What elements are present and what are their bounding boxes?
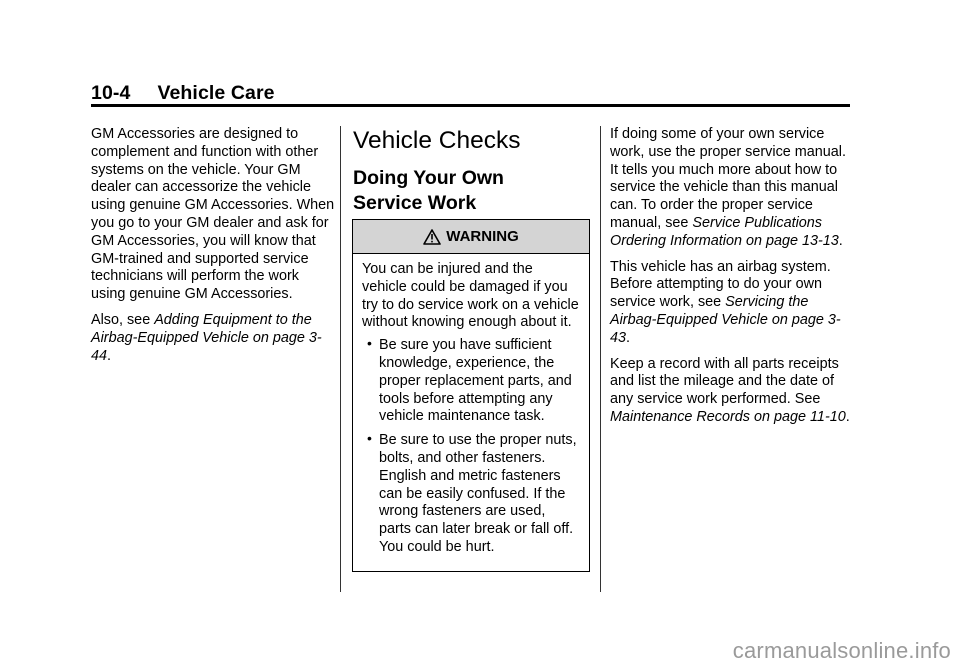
records-paragraph [610,356,855,427]
also-see-prefix: Also, see [91,311,155,328]
section-title: Vehicle Checks [353,127,521,154]
watermark: carmanualsonline.info [732,638,951,663]
subsection-title-line2: Service Work [353,192,477,214]
accessories-paragraph: GM Accessories are designed to complement and function with other systems on the vehicle. Your GM dealer can accessorize the vehicle using genuine GM Accessories. When you go to your GM dealer and ask for GM Accessories, you will know that GM-trained and supported service technicians will perform the work using genuine GM Accessories. [91,126,335,303]
cross-reference-link[interactable]: Servicing the Airbag-Equipped Vehicle on page 3-43 [610,294,841,346]
warning-triangle-icon [423,229,441,245]
warning-bullet: • Be sure you have sufficient knowledge, experience, the proper replacement parts, and tools before attempting any vehicle maintenance task. [362,337,580,426]
column-divider-right [600,126,601,592]
page-header [91,82,275,105]
cross-reference-link[interactable]: Service Publications Ordering Information on page 13-13 [610,214,839,249]
cross-reference-link[interactable]: Adding Equipment to the Airbag-Equipped Vehicle on page 3-44 [91,311,322,364]
left-column [91,126,336,373]
warning-box [352,219,590,572]
right-column [610,126,855,435]
service-manual-paragraph [610,126,855,251]
airbag-paragraph [610,259,855,348]
warning-intro: You can be injured and the vehicle could be damaged if you try to do service work on a vehicle without knowing enough about it. [362,261,579,331]
header-rule [91,104,850,107]
records-text: Keep a record with all parts receipts and list the mileage and the date of any service work performed. See [610,355,839,408]
warning-header [353,220,589,254]
service-manual-suffix: . [838,232,843,249]
also-see-paragraph [91,312,336,365]
column-divider-left [340,126,341,592]
warning-list [362,337,580,557]
airbag-text: This vehicle has an airbag system. Before attempting to do your own service work, see [610,258,831,311]
warning-body [353,254,589,557]
subsection-title [353,166,593,216]
airbag-suffix: . [626,329,631,346]
service-manual-text: If doing some of your own service work, use the proper service manual. It tells you much more about how to service the vehicle than this manual can. To order the proper service manual, see [610,126,846,231]
chapter-title: Vehicle Care [157,82,275,104]
middle-column [353,126,593,216]
warning-bullet: • Be sure to use the proper nuts, bolts, and other fasteners. English and metric fasteners can be easily confused. If the wrong fasteners are used, parts can later break or fall off. You could be hurt. [362,432,580,557]
also-see-suffix: . [107,347,112,364]
records-suffix: . [845,408,850,425]
page-number: 10-4 [91,82,131,104]
cross-reference-link[interactable]: Maintenance Records on page 11-10 [610,408,846,425]
subsection-title-line1: Doing Your Own [353,167,504,189]
warning-label: WARNING [446,228,519,245]
